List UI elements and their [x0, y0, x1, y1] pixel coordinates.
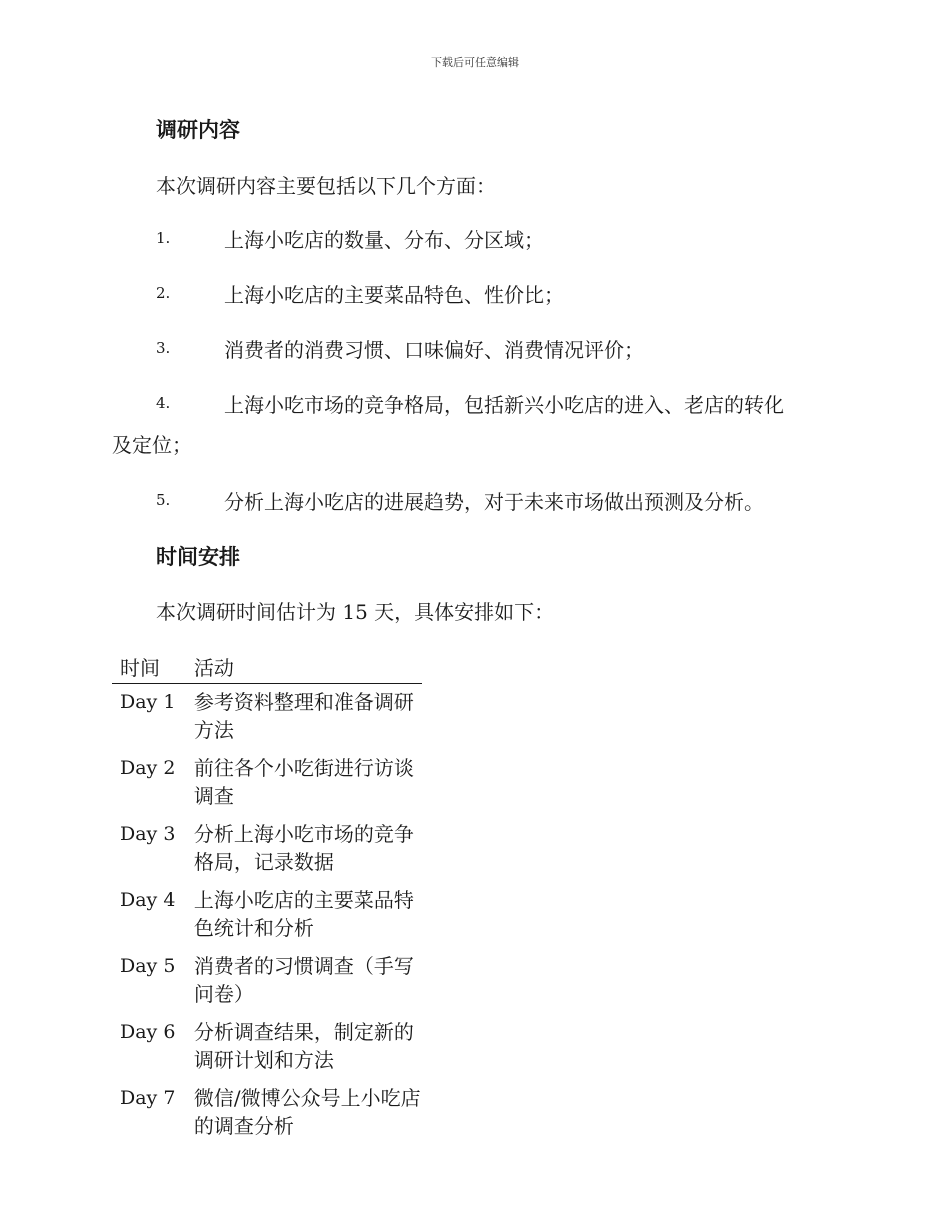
- list-number: 4.: [156, 394, 171, 412]
- day-cell: Day 2: [120, 757, 176, 779]
- list-text: 消费者的消费习惯、口味偏好、消费情况评价；: [224, 338, 644, 362]
- table-row: [112, 750, 422, 816]
- section-heading-schedule: 时间安排: [156, 545, 240, 569]
- schedule-table: [112, 652, 422, 1146]
- table-row: [112, 882, 422, 948]
- activity-cell: 分析调查结果，制定新的调研计划和方法: [193, 1020, 414, 1072]
- list-text: 上海小吃店的主要菜品特色、性价比；: [224, 283, 564, 307]
- list-text: 上海小吃市场的竞争格局，包括新兴小吃店的进入、老店的转化: [224, 393, 784, 417]
- activity-cell: 消费者的习惯调查（手写问卷）: [193, 954, 414, 1006]
- section-heading-research: 调研内容: [156, 118, 240, 142]
- table-row: [112, 1014, 422, 1080]
- list-text-continuation: 及定位；: [112, 433, 192, 457]
- list-number: 5.: [156, 491, 171, 509]
- day-cell: Day 5: [120, 955, 176, 977]
- day-cell: Day 3: [120, 823, 176, 845]
- activity-cell: 参考资料整理和准备调研方法: [193, 690, 414, 742]
- day-cell: Day 4: [120, 889, 176, 911]
- table-row: [112, 816, 422, 882]
- column-header-activity: 活动: [186, 652, 422, 684]
- day-cell: Day 6: [120, 1021, 176, 1043]
- research-intro: 本次调研内容主要包括以下几个方面：: [156, 174, 496, 198]
- activity-cell: 分析上海小吃市场的竞争格局，记录数据: [193, 822, 414, 874]
- list-number: 3.: [156, 339, 171, 357]
- activity-cell: 前往各个小吃街进行访谈调查: [193, 756, 414, 808]
- activity-cell: 微信/微博公众号上小吃店的调查分析: [193, 1086, 421, 1138]
- column-header-time: 时间: [112, 652, 186, 684]
- table-row: [112, 1080, 422, 1146]
- table-row: [112, 684, 422, 751]
- table-header-row: [112, 652, 422, 684]
- list-text: 分析上海小吃店的进展趋势，对于未来市场做出预测及分析。: [224, 490, 764, 514]
- day-cell: Day 7: [120, 1087, 176, 1109]
- activity-cell: 上海小吃店的主要菜品特色统计和分析: [193, 888, 414, 940]
- list-number: 2.: [156, 284, 171, 302]
- page-header-note: 下载后可任意编辑: [431, 56, 519, 69]
- table-row: [112, 948, 422, 1014]
- schedule-intro: 本次调研时间估计为 15 天，具体安排如下：: [156, 600, 555, 624]
- list-number: 1.: [156, 229, 171, 247]
- list-text: 上海小吃店的数量、分布、分区域；: [224, 228, 544, 252]
- day-cell: Day 1: [120, 691, 176, 713]
